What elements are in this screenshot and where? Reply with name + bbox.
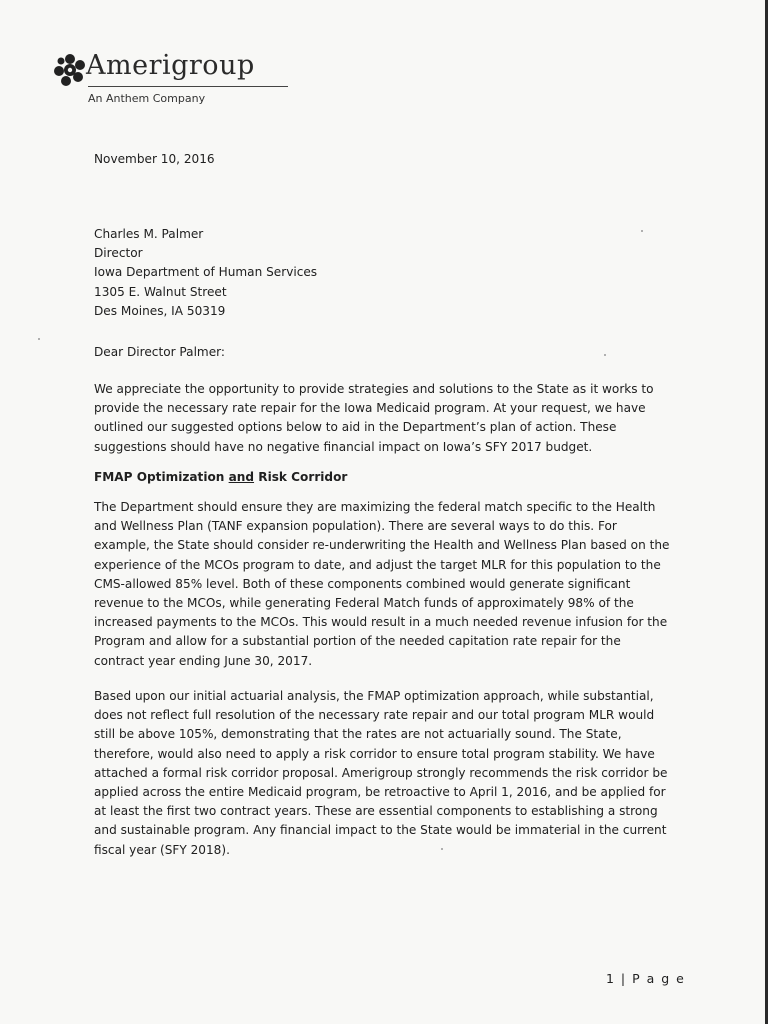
company-name: Amerigroup: [86, 50, 255, 81]
letter-date: November 10, 2016: [94, 152, 215, 166]
recipient-organization: Iowa Department of Human Services: [94, 265, 318, 280]
heading-part-2: and: [228, 470, 255, 484]
scan-speck: [441, 848, 443, 850]
section-paragraph-2: Based upon our initial actuarial analysis, the FMAP optimization approach, while substantial, does not reflect full resolution of the necessary rate repair and our total program MLR would still be above 105%, demonstrating that the rates are not actuarially sound. The State, therefore, would also need to apply a risk corridor to ensure total program stability. We have attached a formal risk corridor proposal. Amerigroup strongly recommends the risk corridor be applied across the entire Medicaid program, be retroactive to April 1, 2016, and be applied for at least the first two contract years. These are essential components to establishing a strong and sustainable program. Any financial impact to the State would be immaterial in the current fiscal year (SFY 2018).: [94, 689, 668, 857]
recipient-city-state-zip: Des Moines, IA 50319: [94, 303, 226, 318]
page-number: 1 | P a g e: [606, 971, 686, 986]
heading-part-3: Risk Corridor: [254, 470, 348, 484]
section-paragraph-1: The Department should ensure they are maximizing the federal match specific to the Health and Wellness Plan (TANF expansion population). There are several ways to do this. For example, the State should consider re-underwriting the Health and Wellness Plan based on the experience of the MCOs program to date, and adjust the target MLR for this population to the CMS-allowed 85% level. Both of these components combined would generate significant revenue to the MCOs, while generating Federal Match funds of approximately 98% of the increased payments to the MCOs. This would result in a much needed revenue infusion for the Program and allow for a substantial portion of the needed capitation rate repair for the contract year ending June 30, 2017.: [94, 500, 670, 668]
recipient-street: 1305 E. Walnut Street: [94, 284, 227, 299]
scan-speck: [604, 354, 606, 356]
salutation: Dear Director Palmer:: [94, 345, 225, 359]
recipient-title: Director: [94, 246, 143, 261]
heading-part-1: FMAP Optimization: [94, 470, 229, 484]
company-tagline: An Anthem Company: [88, 92, 206, 105]
section-heading: [94, 468, 684, 487]
recipient-name: Charles M. Palmer: [94, 227, 204, 241]
scan-speck: [641, 230, 643, 232]
intro-paragraph: We appreciate the opportunity to provide strategies and solutions to the State as it works to provide the necessary rate repair for the Iowa Medicaid program. At your request, we have outlined our suggested options below to aid in the Department’s plan of action. These suggestions should have no negative financial impact on Iowa’s SFY 2017 budget.: [94, 382, 654, 454]
letterhead-divider: [88, 86, 288, 87]
recipient-address: [94, 225, 684, 321]
amerigroup-logo-icon: [52, 52, 88, 88]
scan-speck: [38, 338, 40, 340]
letterhead: [52, 48, 292, 112]
